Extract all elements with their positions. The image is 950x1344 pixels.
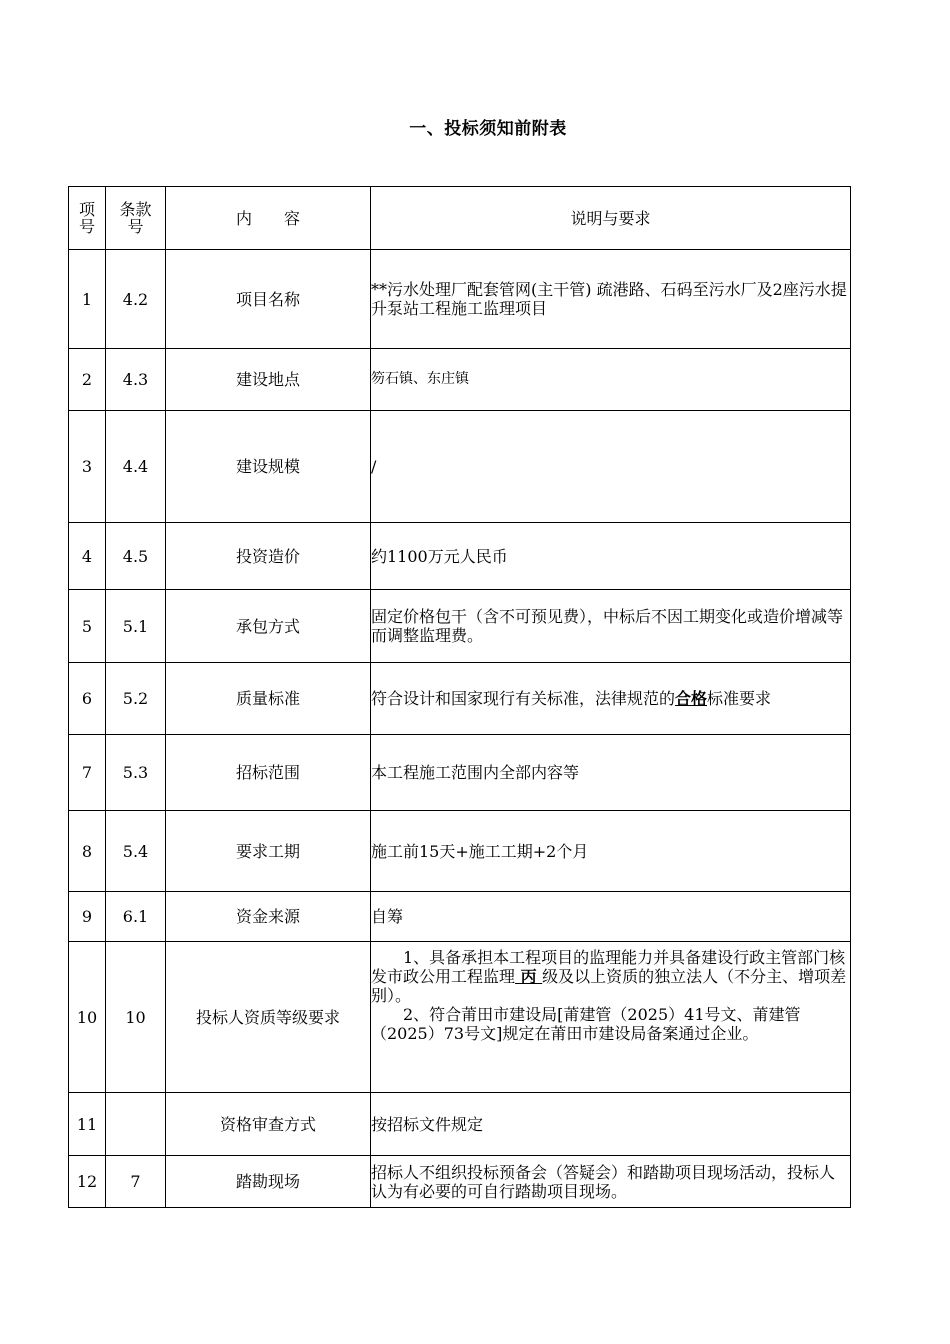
header-item: 内 容 <box>166 187 371 250</box>
row-clause: 5.4 <box>106 811 166 892</box>
row-no: 2 <box>69 349 106 411</box>
row-clause: 5.1 <box>106 590 166 663</box>
qualification-para-2: 2、符合莆田市建设局[莆建管（2025）41号文、莆建管（2025）73号文]规定在莆田市建设局备案通过企业。 <box>371 1005 801 1043</box>
row-desc: **污水处理厂配套管网(主干管) 疏港路、石码至污水厂及2座污水提升泵站工程施工监理项目 <box>371 250 851 349</box>
qualification-grade: 丙 <box>515 967 543 986</box>
row-clause: 4.3 <box>106 349 166 411</box>
qualification-para-1: 1、具备承担本工程项目的监理能力并具备建设行政主管部门核发市政公用工程监理 丙 级及以上资质的独立法人（不分主、增项差别）。 <box>371 948 847 1005</box>
row-item: 建设地点 <box>166 349 371 411</box>
row-no: 1 <box>69 250 106 349</box>
row-desc: 自筹 <box>371 892 851 942</box>
row-item: 质量标准 <box>166 663 371 735</box>
page-title: 一、投标须知前附表 <box>409 119 567 139</box>
table-row <box>69 735 851 811</box>
table-row <box>69 1093 851 1156</box>
table-row <box>69 811 851 892</box>
header-clause: 条款 号 <box>106 187 166 250</box>
row-item: 项目名称 <box>166 250 371 349</box>
row-no: 8 <box>69 811 106 892</box>
row-no: 3 <box>69 411 106 523</box>
row-desc <box>371 942 851 1093</box>
row-clause: 5.3 <box>106 735 166 811</box>
table-row <box>69 1156 851 1208</box>
row-clause: 4.5 <box>106 523 166 590</box>
row-no: 7 <box>69 735 106 811</box>
row-desc: 笏石镇、东庄镇 <box>371 349 851 411</box>
row-desc: / <box>371 411 851 523</box>
table-header-row <box>69 187 851 250</box>
row-no: 11 <box>69 1093 106 1156</box>
row-desc: 约1100万元人民币 <box>371 523 851 590</box>
row-no: 4 <box>69 523 106 590</box>
header-no: 项 号 <box>69 187 106 250</box>
row-item: 要求工期 <box>166 811 371 892</box>
row-no: 10 <box>69 942 106 1093</box>
row-no: 6 <box>69 663 106 735</box>
row-no: 12 <box>69 1156 106 1208</box>
row-desc: 固定价格包干（含不可预见费），中标后不因工期变化或造价增减等而调整监理费。 <box>371 590 851 663</box>
row-desc: 按招标文件规定 <box>371 1093 851 1156</box>
row-item: 资格审查方式 <box>166 1093 371 1156</box>
row-item: 招标范围 <box>166 735 371 811</box>
table-row <box>69 892 851 942</box>
row-clause: 5.2 <box>106 663 166 735</box>
row-clause: 10 <box>106 942 166 1093</box>
row-no: 9 <box>69 892 106 942</box>
row-clause: 4.2 <box>106 250 166 349</box>
row-clause: 4.4 <box>106 411 166 523</box>
row-clause: 6.1 <box>106 892 166 942</box>
row-item: 投资造价 <box>166 523 371 590</box>
row-item: 建设规模 <box>166 411 371 523</box>
header-desc: 说明与要求 <box>371 187 851 250</box>
row-desc: 招标人不组织投标预备会（答疑会）和踏勘项目现场活动，投标人认为有必要的可自行踏勘项目现场。 <box>371 1156 851 1208</box>
row-desc: 施工前15天+施工工期+2个月 <box>371 811 851 892</box>
table-row <box>69 663 851 735</box>
table-row <box>69 590 851 663</box>
row-item: 投标人资质等级要求 <box>166 942 371 1093</box>
row-desc: 本工程施工范围内全部内容等 <box>371 735 851 811</box>
table-row <box>69 942 851 1093</box>
bid-notice-table <box>68 186 851 1208</box>
table-row <box>69 411 851 523</box>
table-row <box>69 250 851 349</box>
table-row <box>69 523 851 590</box>
row-item: 资金来源 <box>166 892 371 942</box>
row-clause: 7 <box>106 1156 166 1208</box>
quality-grade: 合格 <box>675 689 708 708</box>
row-clause <box>106 1093 166 1156</box>
row-no: 5 <box>69 590 106 663</box>
row-desc: 符合设计和国家现行有关标准，法律规范的合格标准要求 <box>371 663 851 735</box>
table-row <box>69 349 851 411</box>
row-item: 踏勘现场 <box>166 1156 371 1208</box>
row-item: 承包方式 <box>166 590 371 663</box>
